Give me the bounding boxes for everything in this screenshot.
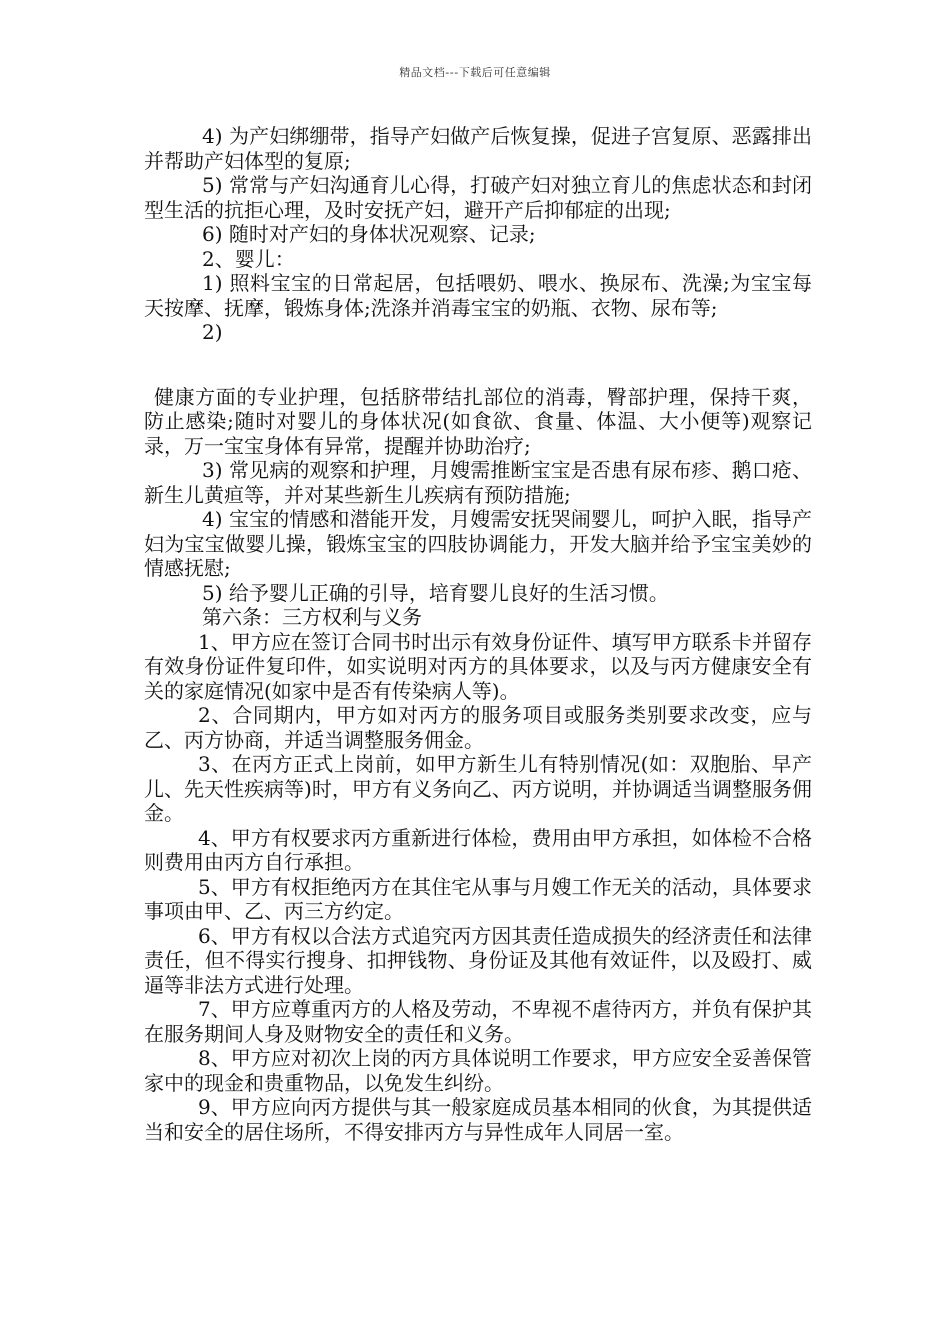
paragraph: 4、甲方有权要求丙方重新进行体检，费用由甲方承担，如体检不合格则费用由丙方自行承担。 [144, 825, 812, 874]
paragraph: 3、在丙方正式上岗前，如甲方新生儿有特别情况(如：双胞胎、早产儿、先天性疾病等)时，甲方有义务向乙、丙方说明，并协调适当调整服务佣金。 [144, 752, 812, 825]
paragraph: 5) 给予婴儿正确的引导，培育婴儿良好的生活习惯。 [202, 580, 669, 605]
paragraph: 1) 照料宝宝的日常起居，包括喂奶、喂水、换尿布、洗澡;为宝宝每天按摩、抚摩，锻炼身体;洗涤并消毒宝宝的奶瓶、衣物、尿布等; [144, 271, 812, 320]
paragraph: 1、甲方应在签订合同书时出示有效身份证件、填写甲方联系卡并留存有效身份证件复印件，如实说明对丙方的具体要求，以及与丙方健康安全有关的家庭情况(如家中是否有传染病人等)。 [144, 629, 812, 703]
paragraph: 8、甲方应对初次上岗的丙方具体说明工作要求，甲方应安全妥善保管家中的现金和贵重物品，以免发生纠纷。 [144, 1046, 812, 1095]
paragraph: 4) 为产妇绑绷带，指导产妇做产后恢复操，促进子宫复原、恶露排出并帮助产妇体型的复原; [144, 124, 812, 173]
document-body [144, 124, 812, 1144]
paragraph: 6) 随时对产妇的身体状况观察、记录; [202, 222, 536, 246]
paragraph: 5) 常常与产妇沟通育儿心得，打破产妇对独立育儿的焦虑状态和封闭型生活的抗拒心理，及时安抚产妇，避开产后抑郁症的出现; [144, 173, 812, 222]
paragraph: 3) 常见病的观察和护理，月嫂需推断宝宝是否患有尿布疹、鹅口疮、新生儿黄疸等，并对某些新生儿疾病有预防措施; [144, 458, 812, 507]
paragraph: 5、甲方有权拒绝丙方在其住宅从事与月嫂工作无关的活动，具体要求事项由甲、乙、丙三方约定。 [144, 874, 812, 923]
paragraph: 健康方面的专业护理，包括脐带结扎部位的消毒，臀部护理，保持干爽，防止感染;随时对婴儿的身体状况(如食欲、食量、体温、大小便等)观察记录，万一宝宝身体有异常，提醒并协助治疗; [144, 384, 812, 458]
paragraph: 9、甲方应向丙方提供与其一般家庭成员基本相同的伙食，为其提供适当和安全的居住场所，不得安排丙方与异性成年人同居一室。 [144, 1095, 812, 1144]
paragraph: 4) 宝宝的情感和潜能开发，月嫂需安抚哭闹婴儿，呵护入眠，指导产妇为宝宝做婴儿操，锻炼宝宝的四肢协调能力，开发大脑并给予宝宝美妙的情感抚慰; [144, 507, 812, 580]
paragraph: 2) [202, 320, 223, 344]
page-header: 精品文档---下载后可任意编辑 [399, 66, 551, 79]
section-heading: 2、婴儿： [202, 246, 295, 271]
article-heading: 第六条：三方权利与义务 [202, 605, 422, 629]
paragraph: 2、合同期内，甲方如对丙方的服务项目或服务类别要求改变，应与乙、丙方协商，并适当调整服务佣金。 [144, 703, 812, 752]
spacer [144, 345, 812, 385]
paragraph: 6、甲方有权以合法方式追究丙方因其责任造成损失的经济责任和法律责任，但不得实行搜身、扣押钱物、身份证及其他有效证件，以及殴打、威逼等非法方式进行处理。 [144, 923, 812, 997]
paragraph: 7、甲方应尊重丙方的人格及劳动，不卑视不虐待丙方，并负有保护其在服务期间人身及财物安全的责任和义务。 [144, 997, 812, 1046]
